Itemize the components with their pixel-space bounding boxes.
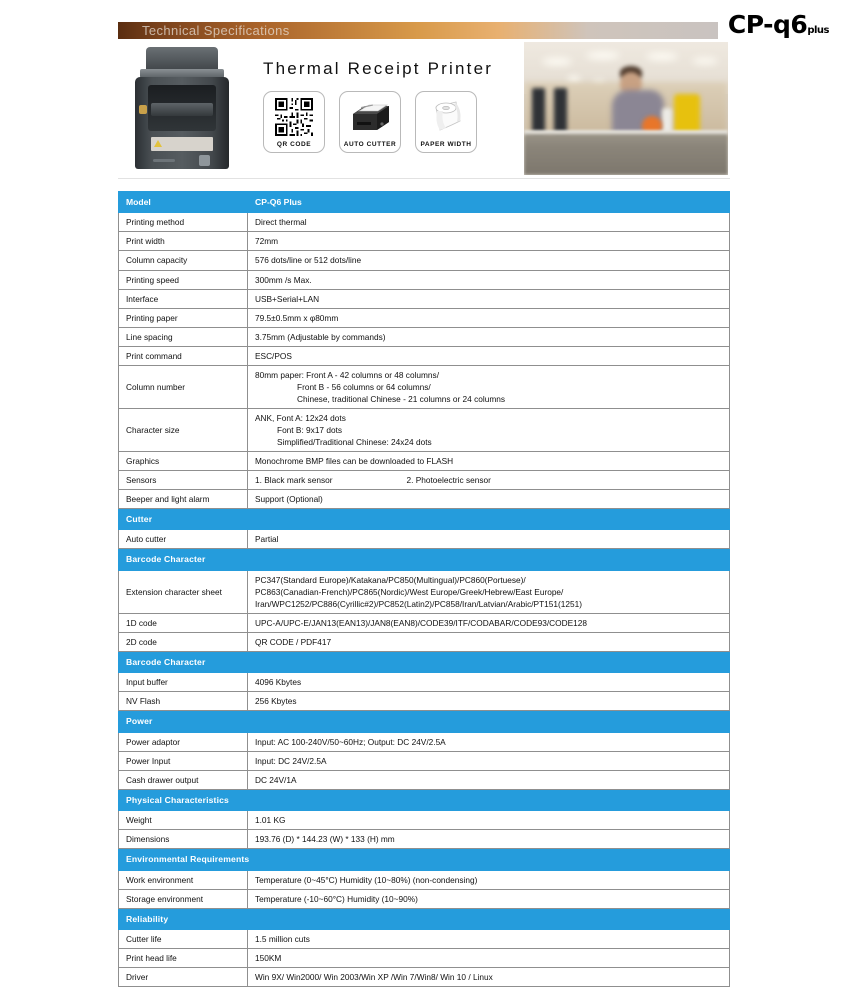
hero-title: Thermal Receipt Printer xyxy=(263,59,494,78)
row-value: Partial xyxy=(248,530,730,549)
logo-main-text: CP-q6 xyxy=(727,10,808,39)
specifications-table xyxy=(118,191,730,987)
row-value: Support (Optional) xyxy=(248,489,730,508)
table-row xyxy=(119,949,730,968)
row-label: Power adaptor xyxy=(119,732,248,751)
printer-knob xyxy=(139,105,147,114)
row-label: Printing method xyxy=(119,213,248,232)
row-value xyxy=(248,570,730,613)
row-value-line: Front B - 56 columns or 64 columns/ xyxy=(297,381,431,392)
row-value xyxy=(248,408,730,451)
row-label: Work environment xyxy=(119,870,248,889)
photo-checkout-counter xyxy=(524,134,728,175)
row-label: Graphics xyxy=(119,451,248,470)
photo-light xyxy=(586,52,620,59)
section-header-label: Physical Characteristics xyxy=(119,789,730,810)
row-value: QR CODE / PDF417 xyxy=(248,632,730,651)
paper-roll-icon xyxy=(416,92,476,141)
table-row xyxy=(119,251,730,270)
paper-roll-svg xyxy=(426,99,466,135)
row-value: 256 Kbytes xyxy=(248,692,730,711)
row-value xyxy=(248,365,730,408)
table-row xyxy=(119,673,730,692)
row-value: DC 24V/1A xyxy=(248,770,730,789)
table-row xyxy=(119,751,730,770)
row-label: 2D code xyxy=(119,632,248,651)
table-row xyxy=(119,692,730,711)
lifestyle-photo xyxy=(524,42,728,175)
row-label: Model xyxy=(119,192,248,213)
row-value: 193.76 (D) * 144.23 (W) * 133 (H) mm xyxy=(248,830,730,849)
row-label: Auto cutter xyxy=(119,530,248,549)
row-label: Printing paper xyxy=(119,308,248,327)
printer-status-led xyxy=(153,159,175,162)
table-row xyxy=(119,470,730,489)
row-label: Power Input xyxy=(119,751,248,770)
badge-caption: PAPER WIDTH xyxy=(420,141,472,148)
row-value-line: Chinese, traditional Chinese - 21 columns or 24 columns xyxy=(297,393,505,404)
table-row xyxy=(119,632,730,651)
badge-qr-code xyxy=(263,91,325,153)
row-value: 1.5 million cuts xyxy=(248,930,730,949)
photo-light xyxy=(692,58,718,64)
product-logo xyxy=(728,10,829,39)
row-label: Driver xyxy=(119,968,248,987)
table-row xyxy=(119,968,730,987)
row-value-pair xyxy=(255,474,491,486)
table-row xyxy=(119,289,730,308)
header-divider xyxy=(118,178,730,179)
badge-paper-width xyxy=(415,91,477,153)
qr-code-icon xyxy=(264,92,324,141)
hero-section xyxy=(0,39,843,178)
row-label: Storage environment xyxy=(119,889,248,908)
table-row xyxy=(119,232,730,251)
table-row xyxy=(119,327,730,346)
specifications-table-body xyxy=(119,192,730,987)
table-row xyxy=(119,570,730,613)
row-label: Extension character sheet xyxy=(119,570,248,613)
row-label: Cash drawer output xyxy=(119,770,248,789)
row-label: Print head life xyxy=(119,949,248,968)
row-value: 79.5±0.5mm x φ80mm xyxy=(248,308,730,327)
row-label: Print width xyxy=(119,232,248,251)
row-label: Printing speed xyxy=(119,270,248,289)
section-header-label: Reliability xyxy=(119,908,730,929)
row-value: 1.01 KG xyxy=(248,811,730,830)
table-row xyxy=(119,451,730,470)
header-banner xyxy=(0,22,843,39)
row-value: 150KM xyxy=(248,949,730,968)
row-value: 4096 Kbytes xyxy=(248,673,730,692)
qr-code-svg xyxy=(275,98,313,136)
row-label: Weight xyxy=(119,811,248,830)
row-value xyxy=(248,470,730,489)
printer-cutter-svg xyxy=(349,100,391,134)
table-row xyxy=(119,732,730,751)
row-label: Column number xyxy=(119,365,248,408)
row-label: NV Flash xyxy=(119,692,248,711)
table-row xyxy=(119,811,730,830)
row-value: Direct thermal xyxy=(248,213,730,232)
row-value-line: Font B: 9x17 dots xyxy=(277,424,343,435)
table-row xyxy=(119,213,730,232)
section-header-label: Environmental Requirements xyxy=(119,849,730,870)
row-value-line: PC863(Canadian-French)/PC865(Nordic)/West Europe/Greek/Hebrew/East Europe/ xyxy=(255,586,564,597)
row-value: Input: DC 24V/2.5A xyxy=(248,751,730,770)
printer-warning-label xyxy=(151,137,213,151)
row-value: Input: AC 100-240V/50~60Hz; Output: DC 24V/2.5A xyxy=(248,732,730,751)
row-value: 576 dots/line or 512 dots/line xyxy=(248,251,730,270)
table-row xyxy=(119,530,730,549)
row-label: Input buffer xyxy=(119,673,248,692)
feature-badge-group xyxy=(263,91,477,153)
row-value: CP-Q6 Plus xyxy=(248,192,730,213)
row-label: Interface xyxy=(119,289,248,308)
printer-cutter-icon xyxy=(340,92,400,141)
row-value: 300mm /s Max. xyxy=(248,270,730,289)
table-row xyxy=(119,870,730,889)
photo-light xyxy=(646,53,678,60)
row-value-line: Simplified/Traditional Chinese: 24x24 dots xyxy=(277,436,432,447)
table-row xyxy=(119,408,730,451)
table-section-header xyxy=(119,651,730,672)
row-value: Win 9X/ Win2000/ Win 2003/Win XP /Win 7/Win8/ Win 10 / Linux xyxy=(248,968,730,987)
row-value-line: 80mm paper: Front A - 42 columns or 48 columns/ xyxy=(255,369,439,380)
row-label: Cutter life xyxy=(119,930,248,949)
row-value-first: 1. Black mark sensor xyxy=(255,474,333,485)
table-section-header xyxy=(119,711,730,732)
table-row xyxy=(119,770,730,789)
table-section-header xyxy=(119,849,730,870)
banner-title: Technical Specifications xyxy=(142,23,290,38)
row-value-line: Iran/WPC1252/PC886(Cyrillic#2)/PC852(Latin2)/PC858/Iran/Latvian/Arabic/PT151(1251) xyxy=(255,598,582,609)
section-header-label: Cutter xyxy=(119,508,730,529)
row-label: Dimensions xyxy=(119,830,248,849)
row-value-second: 2. Photoelectric sensor xyxy=(406,474,491,485)
section-header-label: Barcode Character xyxy=(119,651,730,672)
row-label: 1D code xyxy=(119,613,248,632)
row-label: Character size xyxy=(119,408,248,451)
table-row xyxy=(119,346,730,365)
table-row-model xyxy=(119,192,730,213)
section-header-label: Power xyxy=(119,711,730,732)
badge-caption: AUTO CUTTER xyxy=(343,141,397,148)
row-label: Line spacing xyxy=(119,327,248,346)
table-row xyxy=(119,889,730,908)
row-value-line: ANK, Font A: 12x24 dots xyxy=(255,412,346,423)
table-row xyxy=(119,308,730,327)
table-row xyxy=(119,930,730,949)
photo-light xyxy=(542,58,572,65)
badge-auto-cutter xyxy=(339,91,401,153)
table-section-header xyxy=(119,908,730,929)
table-row xyxy=(119,830,730,849)
row-value: Monochrome BMP files can be downloaded to FLASH xyxy=(248,451,730,470)
printer-roller xyxy=(151,103,213,116)
row-value: 3.75mm (Adjustable by commands) xyxy=(248,327,730,346)
table-row xyxy=(119,365,730,408)
table-row xyxy=(119,270,730,289)
row-label: Print command xyxy=(119,346,248,365)
row-value: UPC-A/UPC-E/JAN13(EAN13)/JAN8(EAN8)/CODE39/ITF/CODABAR/CODE93/CODE128 xyxy=(248,613,730,632)
row-value: Temperature (-10~60°C) Humidity (10~90%) xyxy=(248,889,730,908)
row-label: Column capacity xyxy=(119,251,248,270)
row-value: Temperature (0~45°C) Humidity (10~80%) (non-condensing) xyxy=(248,870,730,889)
row-value: ESC/POS xyxy=(248,346,730,365)
table-section-header xyxy=(119,549,730,570)
table-row xyxy=(119,613,730,632)
printer-feed-button xyxy=(199,155,210,166)
row-label: Beeper and light alarm xyxy=(119,489,248,508)
printer-product-photo xyxy=(113,41,251,175)
row-value: USB+Serial+LAN xyxy=(248,289,730,308)
row-label: Sensors xyxy=(119,470,248,489)
table-section-header xyxy=(119,789,730,810)
badge-caption: QR CODE xyxy=(276,141,312,148)
logo-plus-text: plus xyxy=(807,25,829,36)
table-section-header xyxy=(119,508,730,529)
row-value: 72mm xyxy=(248,232,730,251)
table-row xyxy=(119,489,730,508)
row-value-line: PC347(Standard Europe)/Katakana/PC850(Multingual)/PC860(Portuese)/ xyxy=(255,574,526,585)
section-header-label: Barcode Character xyxy=(119,549,730,570)
